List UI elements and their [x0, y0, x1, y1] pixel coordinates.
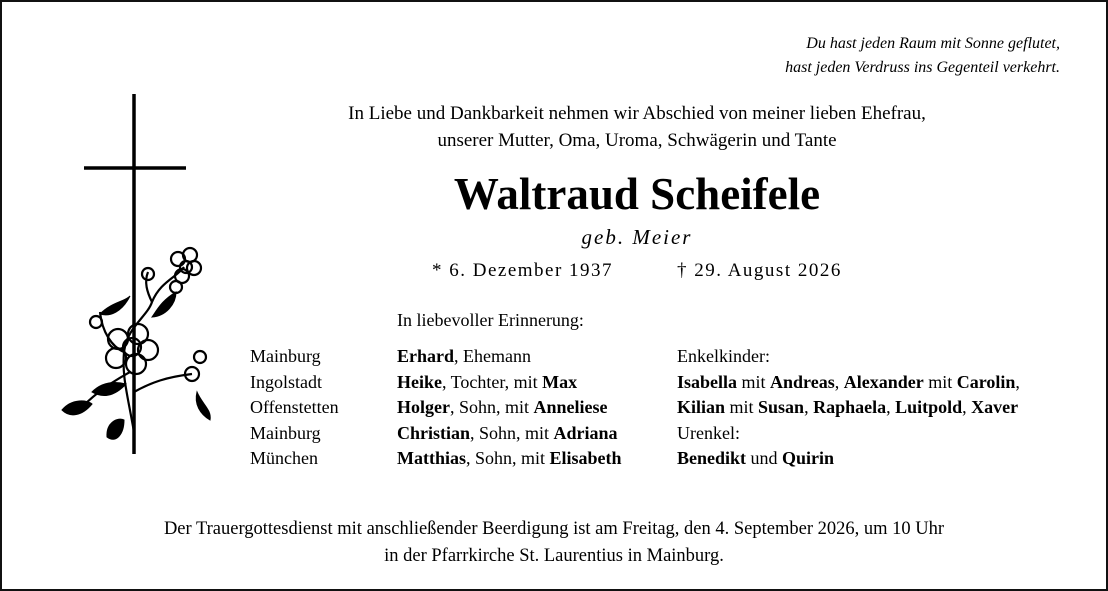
- mourner-relation: , Ehemann: [454, 346, 531, 366]
- separator: ,: [1015, 371, 1020, 392]
- separator: ,: [962, 397, 972, 417]
- grandchild-partner: Susan: [758, 397, 805, 417]
- mourner-partner: Max: [542, 371, 578, 392]
- intro-line-1: In Liebe und Dankbarkeit nehmen wir Abschied von meiner lieben Ehefrau,: [348, 103, 926, 124]
- great-grandchild-name: Benedikt: [677, 448, 747, 468]
- mourner-partner: Adriana: [553, 422, 618, 443]
- mourner-name: Erhard: [397, 346, 455, 366]
- mourner-names: [397, 344, 622, 472]
- mourner-entry: [397, 395, 622, 421]
- mourner-place: Mainburg: [250, 346, 321, 366]
- mourner-partner: Elisabeth: [549, 448, 622, 468]
- mourner-name: Matthias: [397, 448, 466, 468]
- connector-text: und: [746, 448, 783, 468]
- maiden-name: geb. Meier: [581, 225, 693, 249]
- mourner-places: [250, 344, 339, 472]
- grandchildren-heading: Enkelkinder:: [677, 346, 770, 366]
- death-date: † 29. August 2026: [677, 260, 842, 281]
- grandchild-name: Isabella: [677, 371, 738, 392]
- mourner-relation: , Sohn, mit: [466, 448, 550, 468]
- mourner-relation: , Sohn, mit: [449, 397, 534, 417]
- mourner-entry: [397, 370, 622, 396]
- grandchild-name: Raphaela: [813, 397, 887, 417]
- grandchild-name: Alexander: [843, 371, 924, 392]
- grandchildren-row: [677, 370, 1020, 396]
- quote-line-2: hast jeden Verdruss ins Gegenteil verkehrt.: [785, 59, 1060, 76]
- connector-text: mit: [923, 371, 957, 392]
- mourner-place: München: [250, 448, 318, 468]
- grandchild-partner: Carolin: [956, 371, 1016, 392]
- great-grandchildren-row: [677, 446, 1020, 472]
- birth-date: * 6. Dezember 1937: [432, 260, 614, 281]
- mourner-relation: , Sohn, mit: [470, 422, 554, 443]
- connector-text: mit: [725, 397, 759, 417]
- grandchildren-block: [677, 344, 1020, 472]
- mourner-place: Mainburg: [250, 422, 321, 443]
- separator: ,: [886, 397, 896, 417]
- intro-line-2: unserer Mutter, Oma, Uroma, Schwägerin und Tante: [437, 130, 837, 151]
- grandchild-name: Xaver: [971, 397, 1019, 417]
- mourner-place: Offenstetten: [250, 397, 339, 417]
- mourner-entry: [397, 446, 622, 472]
- mourner-name: Heike: [397, 371, 442, 392]
- epigraph-quote: [785, 32, 1060, 80]
- grandchild-name: Luitpold: [895, 397, 963, 417]
- grandchild-partner: Andreas: [770, 371, 835, 392]
- intro-text: [262, 100, 1012, 154]
- separator: ,: [804, 397, 814, 417]
- connector-text: mit: [737, 371, 771, 392]
- memorial-heading: In liebevoller Erinnerung:: [397, 310, 584, 330]
- service-line-2: in der Pfarrkirche St. Laurentius in Mainburg.: [384, 546, 724, 566]
- mourner-place: Ingolstadt: [250, 371, 322, 392]
- mourner-entry: [397, 344, 622, 370]
- funeral-service-info: [2, 516, 1106, 570]
- mourner-partner: Anneliese: [533, 397, 608, 417]
- quote-line-1: Du hast jeden Raum mit Sonne geflutet,: [806, 35, 1060, 52]
- service-line-1: Der Trauergottesdienst mit anschließender Beerdigung ist am Freitag, den 4. September 2026, um 10 Uhr: [163, 519, 945, 539]
- grandchildren-row: [677, 395, 1020, 421]
- mourner-name: Holger: [397, 397, 450, 417]
- cross-with-flowers-icon: [52, 92, 222, 462]
- great-grandchildren-heading: Urenkel:: [677, 422, 740, 443]
- deceased-name: Waltraud Scheifele: [453, 169, 821, 219]
- great-grandchild-name: Quirin: [782, 448, 835, 468]
- mourner-entry: [397, 421, 622, 447]
- separator: ,: [834, 371, 844, 392]
- grandchild-name: Kilian: [677, 397, 726, 417]
- mourner-relation: , Tochter, mit: [442, 371, 543, 392]
- mourner-name: Christian: [397, 422, 471, 443]
